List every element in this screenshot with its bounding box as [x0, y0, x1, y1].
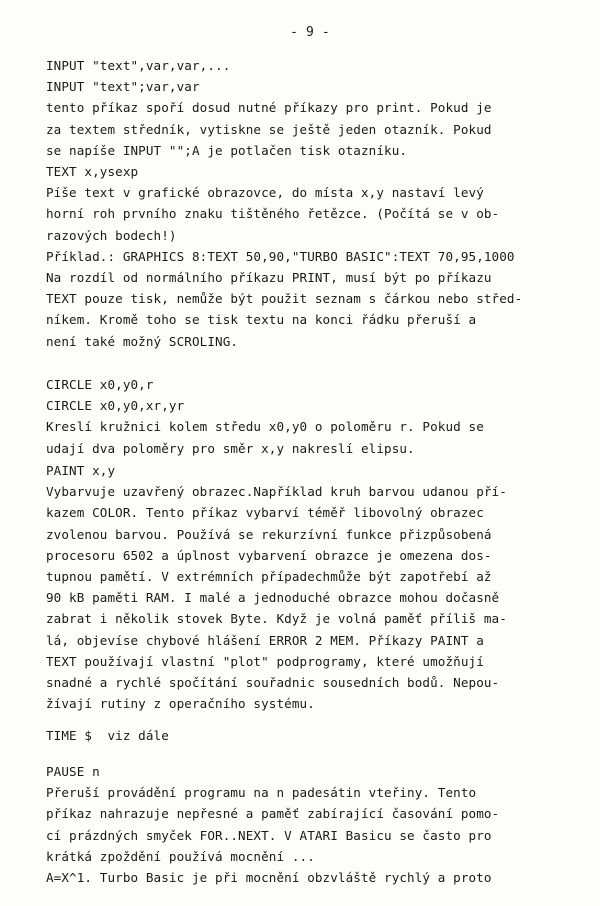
text-line: snadné a rychlé spočítání souřadnic sousedních bodů. Nepou- [46, 674, 500, 690]
text-line: Na rozdíl od normálního příkazu PRINT, musí být po příkazu [46, 269, 492, 285]
text-line: za textem středník, vytiskne se ještě jeden otazník. Pokud [46, 121, 492, 137]
text-line: tento příkaz spoří dosud nutné příkazy pro print. Pokud je [46, 100, 492, 116]
text-line: TIME $ viz dále [46, 728, 169, 743]
section-text [46, 161, 576, 352]
text-line: Přeruší provádění programu na n padesátin vteřiny. Tento [46, 785, 477, 801]
text-line: INPUT "text";var,var [46, 79, 200, 95]
text-line: zvolenou barvou. Používá se rekurzívní funkce přizpůsobená [46, 526, 492, 542]
section-time [46, 725, 576, 746]
text-line: razových bodech!) [46, 227, 177, 243]
text-line: A=X^1. Turbo Basic je při mocnění obzvláště rychlý a proto [46, 869, 492, 885]
text-line: TEXT používají vlastní "plot" podprogramy, které umožňují [46, 653, 484, 669]
text-line: Kreslí kružnici kolem středu x0,y0 o poloměru r. Pokud se [46, 419, 484, 435]
text-line: udají dva poloměry pro směr x,y nakreslí elipsu. [46, 440, 415, 456]
text-line: TEXT x,ysexp [46, 164, 139, 179]
text-line: CIRCLE x0,y0,r [46, 377, 154, 392]
text-line: 90 kB paměti RAM. I malé a jednoduché obrazce mohou dočasně [46, 590, 500, 606]
text-line: lá, objevíse chybové hlášení ERROR 2 MEM. Příkazy PAINT a [46, 632, 484, 648]
text-line: PAINT x,y [46, 463, 116, 478]
text-line: CIRCLE x0,y0,xr,yr [46, 398, 185, 414]
section-input [46, 55, 576, 161]
text-line: TEXT pouze tisk, nemůže být použit seznam s čárkou nebo střed- [46, 291, 523, 307]
text-line: zabrat i několik stovek Byte. Když je volná paměť příliš ma- [46, 611, 507, 627]
text-line: cí prázdných smyček FOR..NEXT. V ATARI Basicu se často pro [46, 827, 492, 843]
text-line: se napíše INPUT "";A je potlačen tisk otazníku. [46, 142, 408, 158]
section-circle [46, 374, 576, 459]
section-pause [46, 761, 576, 888]
text-line: kazem COLOR. Tento příkaz vybarví téměř libovolný obrazec [46, 505, 484, 521]
text-line: INPUT "text",var,var,... [46, 58, 231, 73]
text-line: není také možný SCROLING. [46, 333, 239, 349]
section-paint [46, 460, 576, 714]
text-line: procesoru 6502 a úplnost vybarvení obrazce je omezena dos- [46, 547, 492, 563]
text-line: níkem. Kromě toho se tisk textu na konci řádku přeruší a [46, 312, 477, 328]
text-line: tupnou pamětí. V extrémních případechmůže být zapotřebí až [46, 568, 492, 584]
text-line: Vybarvuje uzavřený obrazec.Například kruh barvou udanou pří- [46, 484, 507, 500]
text-line: žívají rutiny z operačního systému. [46, 696, 315, 712]
text-line: Příklad.: GRAPHICS 8:TEXT 50,90,"TURBO BASIC":TEXT 70,95,1000 [46, 248, 515, 264]
text-line: krátká zpoždění používá mocnění ... [46, 848, 315, 864]
text-line: PAUSE n [46, 764, 100, 779]
text-line: Píše text v grafické obrazovce, do místa x,y nastaví levý [46, 185, 484, 201]
text-line: příkaz nahrazuje nepřesné a paměť zabírající časování pomo- [46, 806, 500, 822]
text-line: horní roh prvního znaku tištěného řetězce. (Počítá se v ob- [46, 206, 500, 222]
page-number: - 9 - [290, 25, 330, 40]
